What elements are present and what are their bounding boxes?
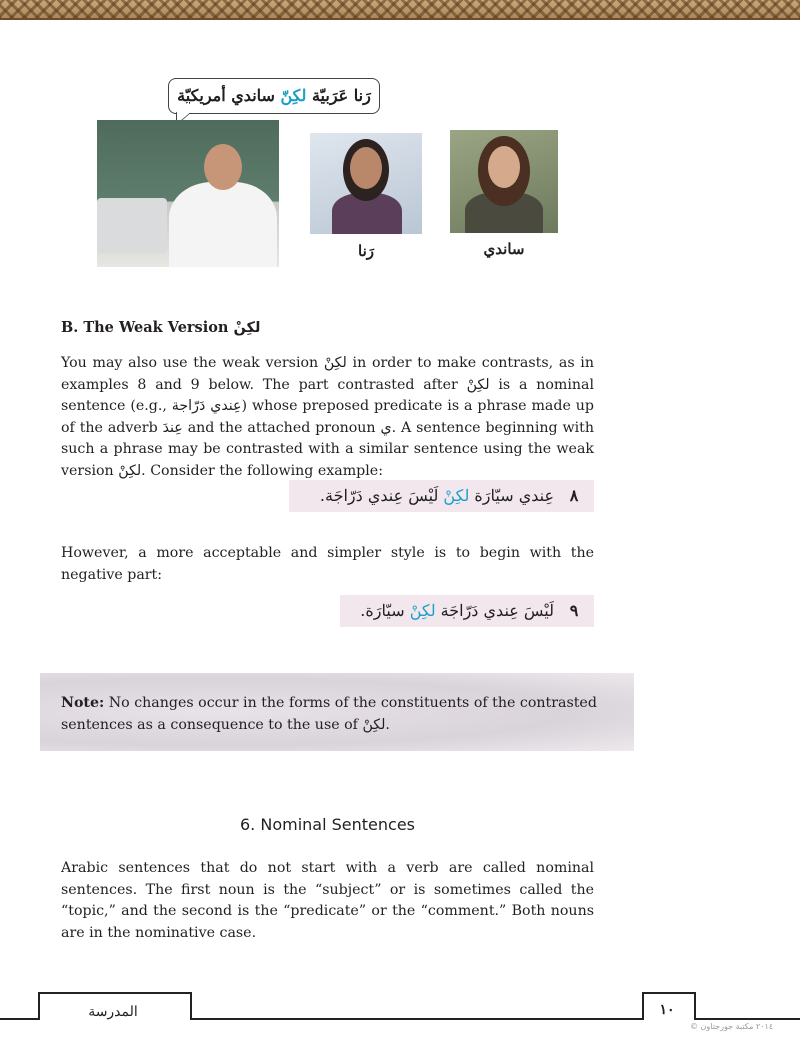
- speech-bubble: [168, 78, 380, 114]
- example-highlight: لكِنْ: [409, 601, 436, 620]
- example-number: ٩: [569, 601, 579, 620]
- sandy-photo: [450, 130, 558, 233]
- teacher-shirt: [169, 182, 277, 267]
- section-6-title: 6. Nominal Sentences: [240, 815, 415, 834]
- rana-photo: [310, 133, 422, 234]
- paragraph-negative-first: However, a more acceptable and simpler style is to begin with the negative part:: [61, 545, 594, 583]
- page-number: ١٠: [659, 1002, 675, 1018]
- example-9: ٩لَيْسَ عِندي دَرّاجَة لكِنْ سيّارَة.: [340, 595, 594, 627]
- teacher-head: [204, 144, 242, 190]
- paragraph-weak-version: You may also use the weak version لكِنْ in order to make contrasts, as in examples 8 and 9 below. The part contrasted after لكِنْ is a nominal sentence (e.g., عِندي دَرّاجة) whose preposed predicate is a phrase made up of the adverb عِندَ and the attached pronoun ي. A sentence beginning with such a phrase may be contrasted with a similar sentence using the weak version لكِنْ. Consider the following example:: [61, 355, 595, 479]
- caption-sandy: ساندي: [483, 240, 525, 258]
- decorative-top-border: [0, 0, 800, 20]
- teacher-photo: [97, 120, 279, 267]
- example-number: ٨: [569, 486, 579, 505]
- sandy-face: [488, 146, 520, 188]
- rana-face: [350, 147, 382, 189]
- example-highlight: لكِنْ: [443, 486, 470, 505]
- copyright-credit: © ٢٠١٤ مكتبة جورجتاون: [690, 1022, 774, 1031]
- speech-text: رَنا عَرَبيّة: [306, 86, 371, 105]
- note-box: [40, 673, 634, 751]
- speech-highlight: لكِنّ: [280, 86, 307, 105]
- speech-text-end: ساندي أمريكيّة: [177, 86, 281, 105]
- section-b-heading: B. The Weak Version لكِنْ: [61, 319, 261, 336]
- paragraph-nominal-sentences: Arabic sentences that do not start with a verb are called nominal sentences. The first noun is the “subject” or is sometimes called the “topic,” and the second is the “predicate” or the “comment.” Both nouns are in the nominative case.: [61, 860, 594, 941]
- caption-rana: رَنا: [358, 242, 374, 260]
- example-8: ٨عِندي سيّارَة لكِنْ لَيْسَ عِندي دَرّاجَة.: [289, 480, 594, 512]
- footer-book-title: المدرسة: [88, 1004, 138, 1020]
- note-text: Note: No changes occur in the forms of the constituents of the contrasted sentences as a consequence to the use of لكِنْ.: [61, 695, 597, 733]
- laptop-shape: [97, 198, 167, 253]
